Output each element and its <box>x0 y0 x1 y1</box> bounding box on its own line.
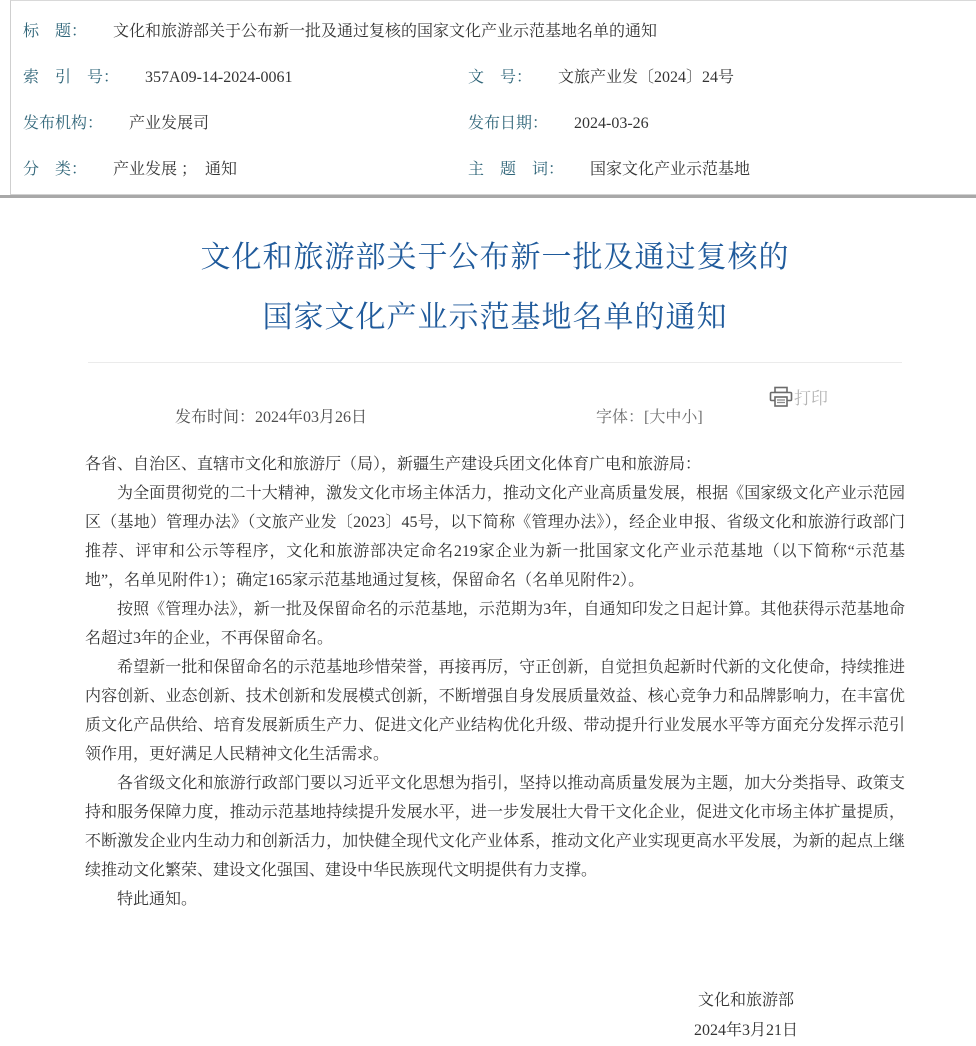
font-size-bracket-open: [ <box>644 409 650 426</box>
font-size-medium[interactable]: 中 <box>665 409 682 426</box>
signature-org: 文化和旅游部 <box>697 992 794 1009</box>
meta-label-agency: 发布机构： <box>23 114 104 132</box>
font-size-large[interactable]: 大 <box>649 409 666 426</box>
article <box>85 228 905 1039</box>
font-size-bracket-close: ] <box>697 409 703 426</box>
meta-label-pub-date: 发布日期： <box>468 114 549 132</box>
meta-value-title: 文化和旅游部关于公布新一批及通过复核的国家文化产业示范基地名单的通知 <box>113 22 658 40</box>
meta-value-index-no: 357A09-14-2024-0061 <box>145 68 293 86</box>
page-title <box>85 228 905 348</box>
closing-paragraph: 特此通知。 <box>117 891 198 908</box>
meta-row-index-docno <box>23 52 976 98</box>
meta-label-title: 标 题： <box>23 22 88 40</box>
meta-value-subject: 国家文化产业示范基地 <box>590 160 751 178</box>
document-info-panel <box>10 0 976 195</box>
meta-value-doc-no: 文旅产业发〔2024〕24号 <box>558 68 735 86</box>
publish-time-label: 发布时间： <box>175 409 256 426</box>
publish-time-value: 2024年03月26日 <box>255 409 368 426</box>
font-size-switch <box>572 386 703 445</box>
meta-row-title <box>23 6 976 52</box>
salutation-paragraph: 各省、自治区、直辖市文化和旅游厅（局），新疆生产建设兵团文化体育广电和旅游局： <box>85 456 702 473</box>
publish-info-row <box>85 386 905 426</box>
print-button[interactable] <box>769 384 828 409</box>
font-size-label: 字体： <box>596 409 645 426</box>
meta-value-pub-date: 2024-03-26 <box>574 114 649 132</box>
body-paragraph-2: 按照《管理办法》，新一批及保留命名的示范基地，示范期为3年，自通知印发之日起计算。其他获得示范基地命名超过3年的企业，不再保留命名。 <box>85 601 905 647</box>
signature-block <box>694 986 798 1046</box>
meta-value-category: 产业发展 ； 通知 <box>113 160 238 178</box>
page-title-line1: 文化和旅游部关于公布新一批及通过复核的 <box>200 241 790 274</box>
body-paragraph-1: 为全面贯彻党的二十大精神，激发文化市场主体活力，推动文化产业高质量发展，根据《国家级文化产业示范园区（基地）管理办法》（文旅产业发〔2023〕45号，以下简称《管理办法》），经企业申报、省级文化和旅游行政部门推荐、评审和公示等程序，文化和旅游部决定命名219家企业为新一批国家文化产业示范基地（以下简称“示范基地”，名单见附件1）；确定165家示范基地通过复核，保留命名（名单见附件2）。 <box>85 485 905 589</box>
printer-icon <box>769 386 794 408</box>
signature-date: 2024年3月21日 <box>693 1022 798 1039</box>
meta-label-index-no: 索 引 号： <box>23 68 120 86</box>
publish-time <box>151 386 367 445</box>
meta-row-category-subject <box>23 144 976 190</box>
body-paragraph-3: 希望新一批和保留命名的示范基地珍惜荣誉，再接再厉，守正创新，自觉担负起新时代新的文化使命，持续推进内容创新、业态创新、技术创新和发展模式创新，不断增强自身发展质量效益、核心竞争力和品牌影响力，在丰富优质文化产品供给、培育发展新质生产力、促进文化产业结构优化升级、带动提升行业发展水平等方面充分发挥示范引领作用，更好满足人民精神文化生活需求。 <box>85 659 905 763</box>
meta-label-doc-no: 文 号： <box>468 68 533 86</box>
document-body <box>85 450 905 914</box>
print-button-label: 打印 <box>794 389 828 408</box>
meta-label-subject: 主 题 词： <box>468 160 565 178</box>
font-size-small[interactable]: 小 <box>681 409 698 426</box>
meta-label-category: 分 类： <box>23 160 88 178</box>
page-title-line2: 国家文化产业示范基地名单的通知 <box>262 301 728 334</box>
meta-value-agency: 产业发展司 <box>129 114 210 132</box>
meta-row-agency-date <box>23 98 976 144</box>
title-divider <box>88 362 902 363</box>
body-paragraph-4: 各省级文化和旅游行政部门要以习近平文化思想为指引，坚持以推动高质量发展为主题，加大分类指导、政策支持和服务保障力度，推动示范基地持续提升发展水平，进一步发展壮大骨干文化企业，促进文化市场主体扩量提质，不断激发企业内生动力和创新活力，加快健全现代文化产业体系，推动文化产业实现更高水平发展，为新的起点上继续推动文化繁荣、建设文化强国、建设中华民族现代文明提供有力支撑。 <box>85 775 905 879</box>
panel-bottom-rule <box>0 195 976 198</box>
